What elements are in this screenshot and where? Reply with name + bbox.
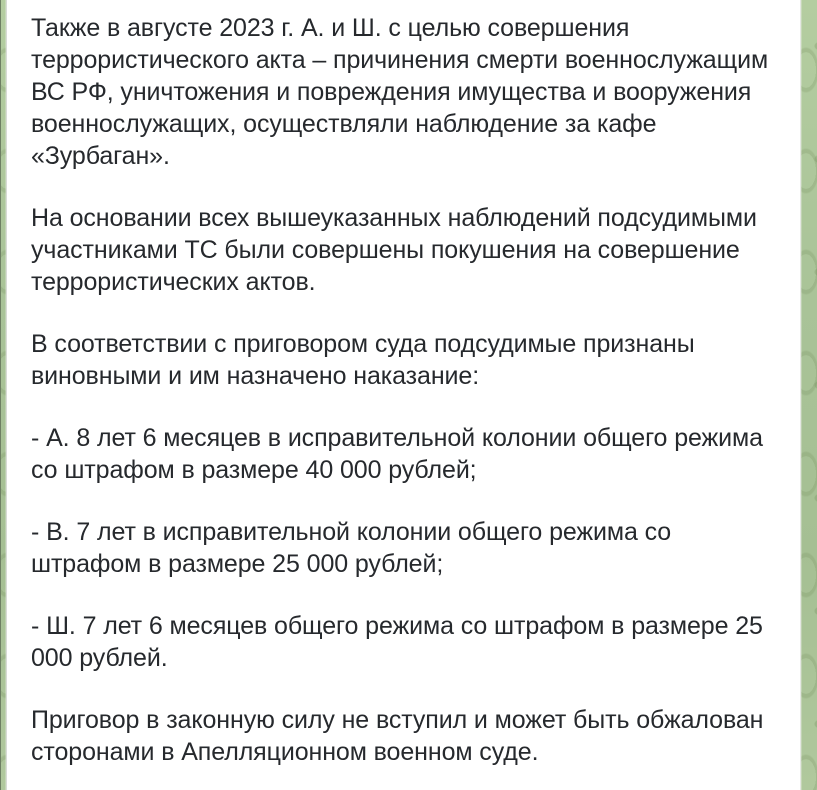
message-text xyxy=(7,0,800,768)
message-paragraph: В соответствии с приговором суда подсудимые признаны виновными и им назначено наказание: xyxy=(31,330,695,390)
message-paragraph: На основании всех вышеуказанных наблюдений подсудимыми участниками ТС были совершены покушения на совершение террористических актов. xyxy=(31,204,757,296)
message-paragraph: Приговор в законную силу не вступил и может быть обжалован сторонами в Апелляционном военном суде. xyxy=(31,706,764,766)
message-paragraph: Также в августе 2023 г. А. и Ш. с целью совершения террористического акта – причинения смерти военнослужащим ВС РФ, уничтожения и повреждения имущества и вооружения военнослужащих, осуществляли наблюдение за кафе «Зурбаган». xyxy=(31,14,769,170)
message-bubble xyxy=(6,0,801,790)
message-paragraph: - В. 7 лет в исправительной колонии общего режима со штрафом в размере 25 000 рублей; xyxy=(31,518,672,578)
message-paragraph: - Ш. 7 лет 6 месяцев общего режима со штрафом в размере 25 000 рублей. xyxy=(31,612,763,672)
message-paragraph: - А. 8 лет 6 месяцев в исправительной колонии общего режима со штрафом в размере 40 000 рублей; xyxy=(31,424,763,484)
